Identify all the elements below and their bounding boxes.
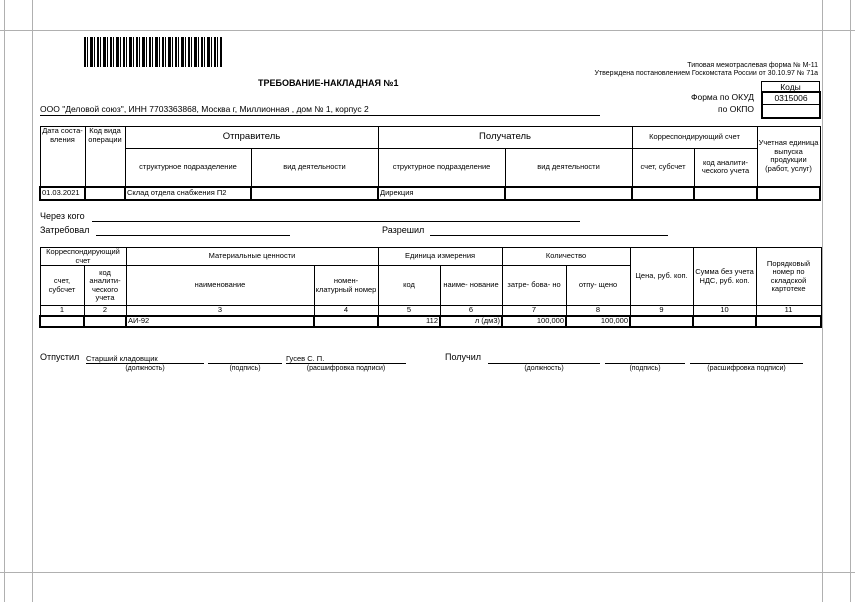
col-num: 5 (378, 306, 440, 316)
col-num: 2 (84, 306, 126, 316)
form-meta-1: Типовая межотраслевая форма № М-11 (687, 62, 818, 69)
analytic-header: код аналити- ческого учета (84, 266, 126, 306)
okud-label: Форма по ОКУД (691, 92, 754, 102)
receiver-value: Дирекция (378, 187, 505, 200)
unit-header: Единица измерения (378, 248, 502, 266)
unit-code: 112 (378, 316, 440, 327)
requested-line (96, 235, 290, 236)
account-value (632, 187, 694, 200)
material-header: Материальные ценности (126, 248, 378, 266)
released-header: отпу- щено (566, 266, 630, 306)
frame-line-bottom (0, 572, 855, 573)
account-header: счет, субсчет (632, 149, 694, 187)
item-name: АИ-92 (126, 316, 314, 327)
col-num: 1 (40, 306, 84, 316)
accounting-unit-header: Учетная единица выпуска продукции (работ, услуг) (757, 127, 820, 187)
document-title: ТРЕБОВАНИЕ-НАКЛАДНАЯ №1 (258, 78, 399, 88)
sender-struct-header: структурное подразделение (125, 149, 251, 187)
account-header: счет, субсчет (40, 266, 84, 306)
sender-activity-header: вид деятельности (251, 149, 378, 187)
released-qty: 100,000 (566, 316, 630, 327)
sender-activity-value (251, 187, 378, 200)
caption-position-2: (должность) (524, 365, 564, 372)
okud-value: 0315006 (761, 91, 821, 105)
sum-header: Сумма без учета НДС, руб. коп. (693, 248, 756, 306)
analytic-value (694, 187, 757, 200)
date-header: Дата состa- вления (40, 127, 85, 187)
allowed-line (430, 235, 668, 236)
date-value: 01.03.2021 (40, 187, 85, 200)
frame-line-left (4, 0, 5, 602)
sender-header: Отправитель (125, 127, 378, 149)
requested-label: Затребовал (40, 225, 90, 235)
top-table (39, 126, 821, 201)
col-num: 8 (566, 306, 630, 316)
receiver-header: Получатель (378, 127, 632, 149)
received-label: Получил (445, 352, 481, 362)
receiver-activity-value (505, 187, 632, 200)
caption-sign: (подпись) (229, 365, 261, 372)
frame-line-right-inner (822, 0, 823, 602)
requested-qty: 100,000 (502, 316, 566, 327)
operation-code-value (85, 187, 125, 200)
col-num: 10 (693, 306, 756, 316)
analytic-header: код аналити- ческого учета (694, 149, 757, 187)
item-name-header: наименование (126, 266, 314, 306)
unit-name: л (дм3) (440, 316, 502, 327)
col-num: 7 (502, 306, 566, 316)
price-header: Цена, руб. коп. (630, 248, 693, 306)
col-num: 4 (314, 306, 378, 316)
requested-header: затре- бова- но (502, 266, 566, 306)
corr-account-header: Корреспондирующий счет (40, 248, 126, 266)
sender-value: Склад отдела снабжения П2 (125, 187, 251, 200)
okpo-value (761, 104, 821, 119)
unit-value (757, 187, 820, 200)
caption-sign-2: (подпись) (629, 365, 661, 372)
unit-code-header: код (378, 266, 440, 306)
released-position: Старший кладовщик (86, 354, 158, 363)
col-num: 11 (756, 306, 821, 316)
order-number-header: Порядковый номер по складской картотеке (756, 248, 821, 306)
receiver-struct-header: структурное подразделение (378, 149, 505, 187)
items-table (39, 247, 822, 328)
released-label: Отпустил (40, 352, 80, 362)
caption-position: (должность) (125, 365, 165, 372)
col-num: 3 (126, 306, 314, 316)
frame-line-right (850, 0, 851, 602)
col-num: 6 (440, 306, 502, 316)
frame-line-left-inner (32, 0, 33, 602)
receiver-activity-header: вид деятельности (505, 149, 632, 187)
okpo-label: по ОКПО (718, 104, 754, 114)
corr-account-header: Корреспондирующий счет (632, 127, 757, 149)
caption-fio: (расшифровка подписи) (306, 365, 386, 372)
table-row (40, 316, 821, 327)
nomenclature-header: номен- клатурный номер (314, 266, 378, 306)
col-num: 9 (630, 306, 693, 316)
through-line (92, 221, 580, 222)
released-fio: Гусев С. П. (286, 354, 325, 363)
unit-name-header: наиме- нование (440, 266, 502, 306)
codes-header: Коды (761, 81, 820, 93)
form-meta-2: Утверждена постановлением Госкомстата России от 30.10.97 № 71а (594, 70, 818, 77)
organization: ООО "Деловой союз", ИНН 7703363868, Москва г, Миллионная , дом № 1, корпус 2 (40, 104, 369, 114)
quantity-header: Количество (502, 248, 630, 266)
allowed-label: Разрешил (382, 225, 425, 235)
frame-line-top (0, 30, 855, 31)
operation-code-header: Код вида операции (85, 127, 125, 187)
through-label: Через кого (40, 211, 85, 221)
barcode (84, 37, 222, 67)
caption-fio-2: (расшифровка подписи) (707, 365, 786, 372)
